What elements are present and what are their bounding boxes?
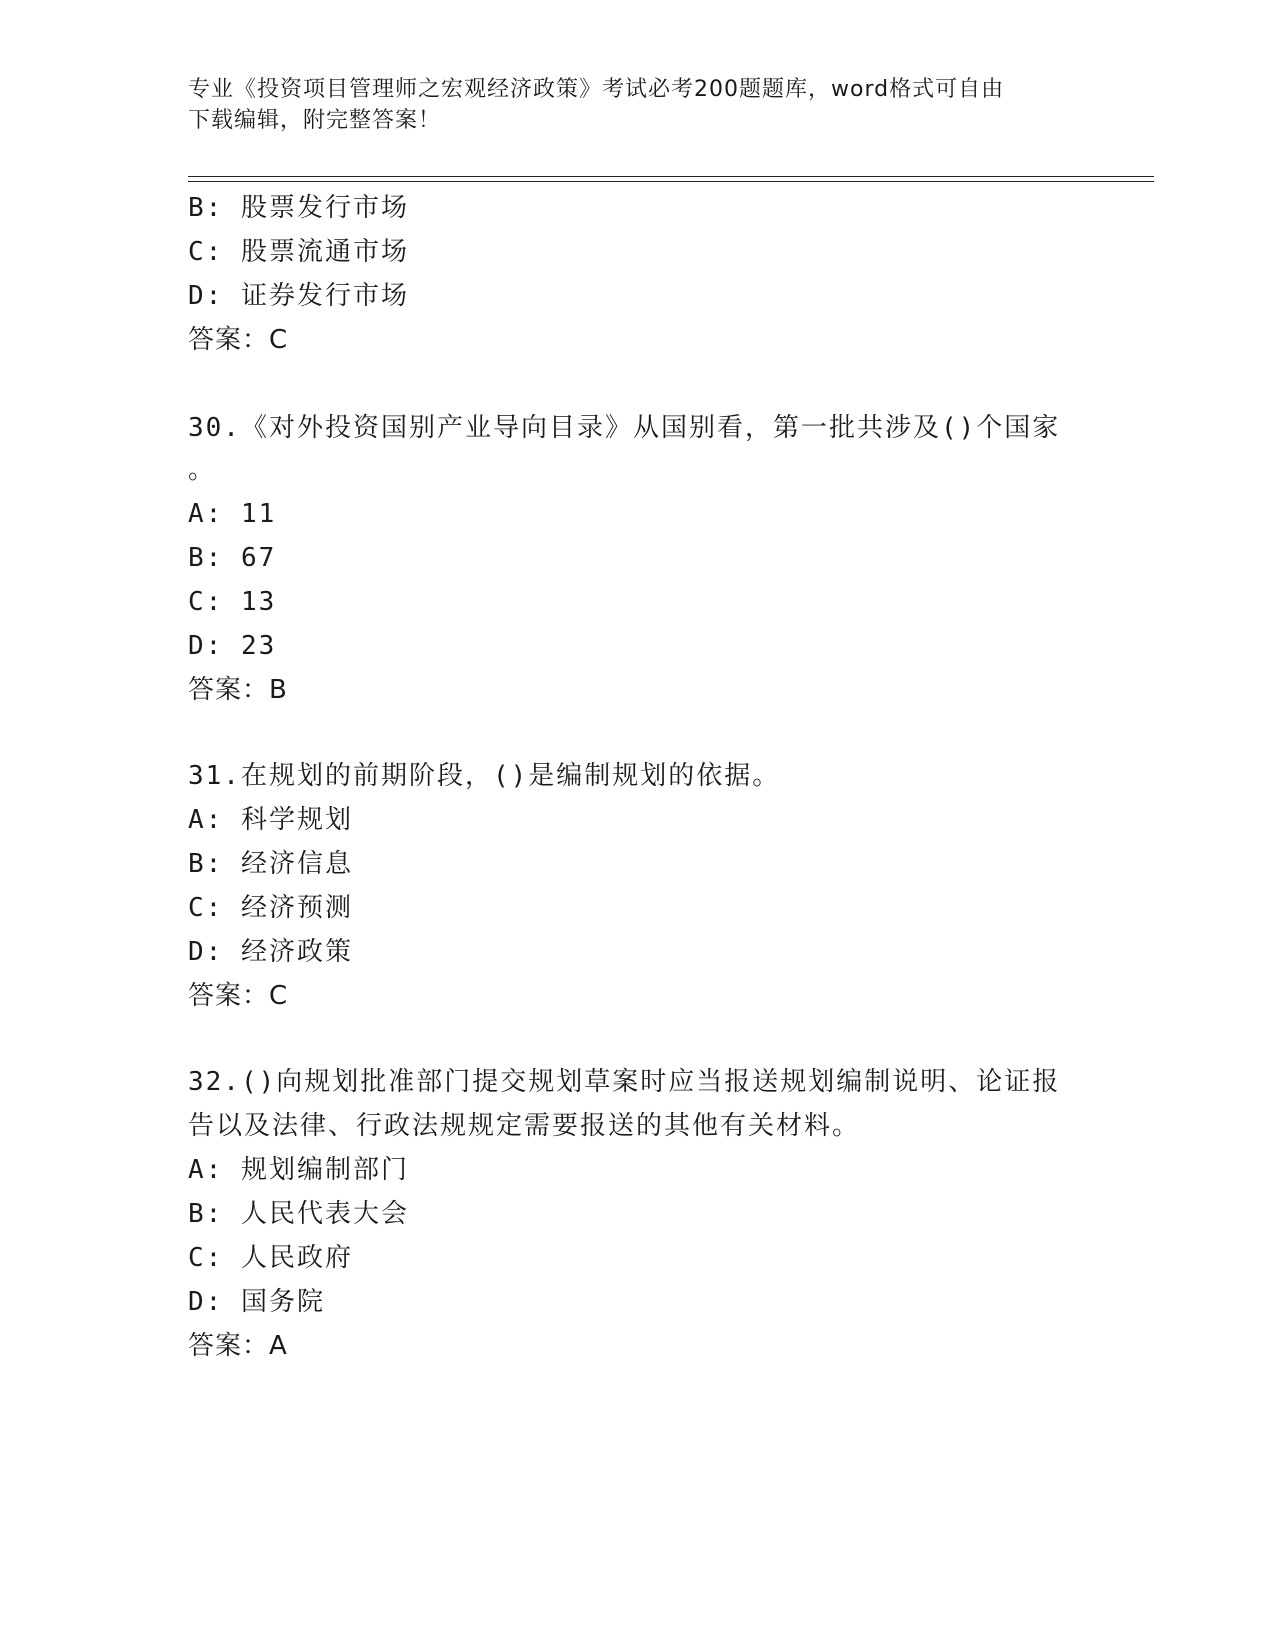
document-header xyxy=(188,74,1068,136)
header-rule-top xyxy=(188,176,1154,177)
option-c: C: 经济预测 xyxy=(188,893,353,923)
option-a: A: 规划编制部门 xyxy=(188,1155,409,1185)
option-b: B: 人民代表大会 xyxy=(188,1199,409,1229)
option-c: C: 13 xyxy=(188,587,277,617)
option-b: B: 股票发行市场 xyxy=(188,193,409,223)
option-b: B: 67 xyxy=(188,543,277,573)
question-stem: 31.在规划的前期阶段，()是编制规划的依据。 xyxy=(188,761,781,791)
header-line-1: 专业《投资项目管理师之宏观经济政策》考试必考200题题库，word格式可自由 xyxy=(188,77,1005,102)
header-rule-bottom xyxy=(188,181,1154,182)
option-c: C: 股票流通市场 xyxy=(188,237,409,267)
option-d: D: 国务院 xyxy=(188,1287,325,1317)
answer-line: 答案：A xyxy=(188,1331,288,1361)
option-b: B: 经济信息 xyxy=(188,849,353,879)
answer-line: 答案：C xyxy=(188,325,289,355)
question-stem: 30.《对外投资国别产业导向目录》从国别看，第一批共涉及()个国家 xyxy=(188,413,1061,443)
option-a: A: 科学规划 xyxy=(188,805,353,835)
option-c: C: 人民政府 xyxy=(188,1243,353,1273)
option-d: D: 23 xyxy=(188,631,277,661)
question-stem-continued: 告以及法律、行政法规规定需要报送的其他有关材料。 xyxy=(188,1111,861,1141)
question-stem-continued: 。 xyxy=(188,455,217,485)
option-a: A: 11 xyxy=(188,499,277,529)
header-line-2: 下载编辑，附完整答案！ xyxy=(188,108,442,133)
question-stem: 32.()向规划批准部门提交规划草案时应当报送规划编制说明、论证报 xyxy=(188,1067,1061,1097)
answer-line: 答案：C xyxy=(188,981,289,1011)
option-d: D: 经济政策 xyxy=(188,937,353,967)
answer-line: 答案：B xyxy=(188,675,288,705)
option-d: D: 证券发行市场 xyxy=(188,281,409,311)
